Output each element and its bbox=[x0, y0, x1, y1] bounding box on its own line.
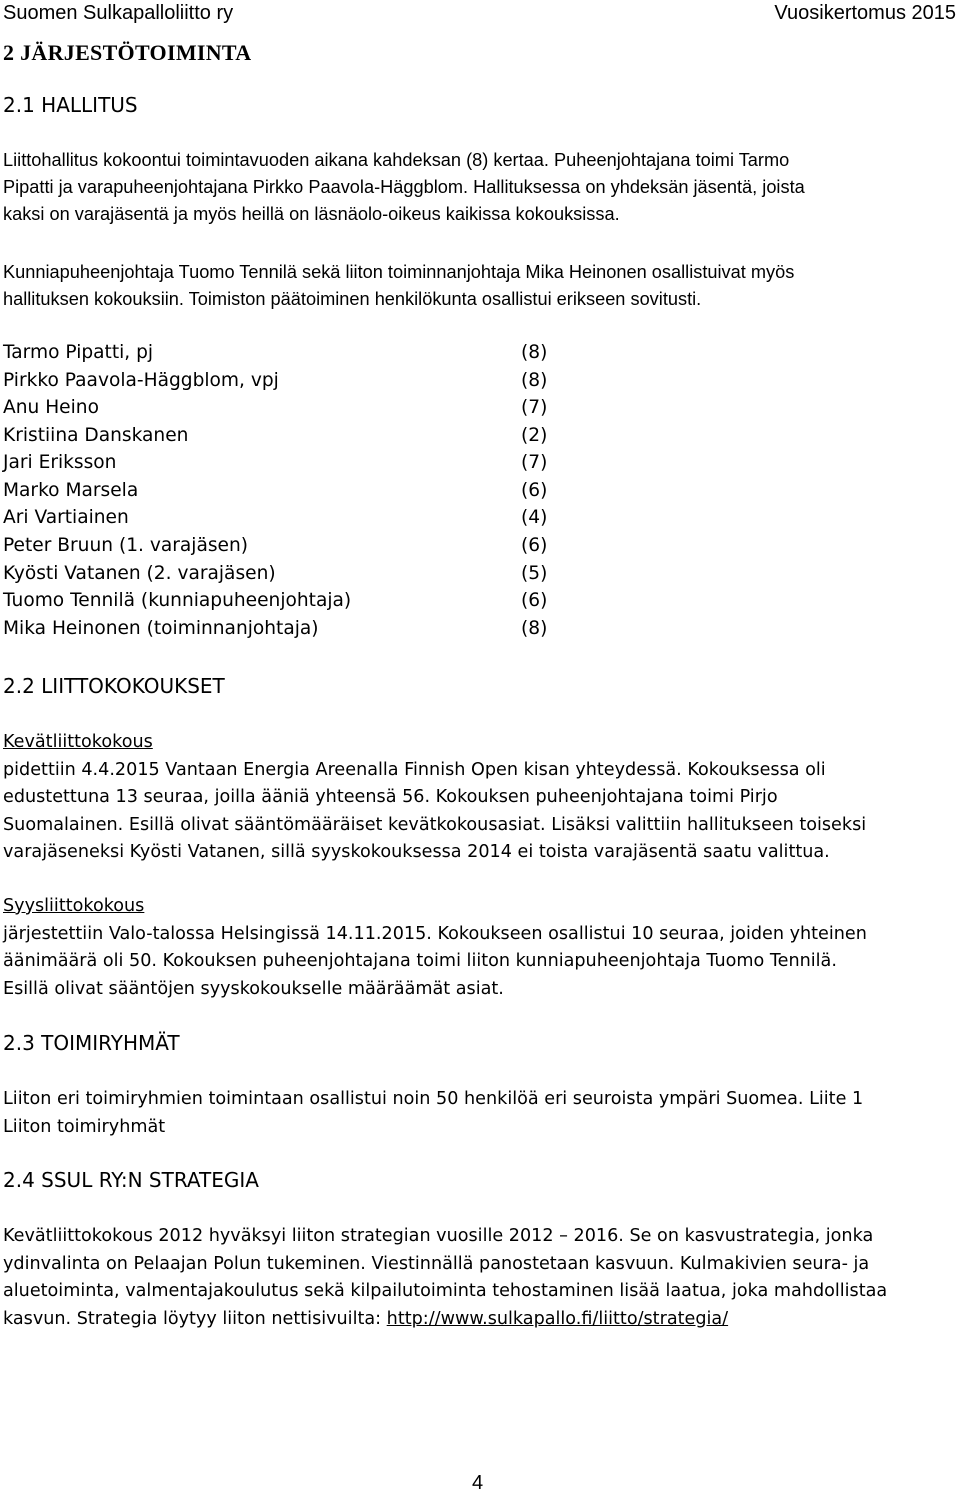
member-row bbox=[3, 452, 548, 473]
spring-meeting-block bbox=[3, 729, 866, 867]
paragraph-strategia bbox=[3, 1223, 887, 1333]
text-line: Kevätliittokokous 2012 hyväksyi liiton strategian vuosille 2012 – 2016. Se on kasvustrategia, jonka bbox=[3, 1226, 874, 1246]
meeting-count: (7) bbox=[521, 397, 548, 418]
text-line: kaksi on varajäsentä ja myös heillä on läsnäolo-oikeus kaikissa kokouksissa. bbox=[3, 204, 620, 224]
text-line: Liiton eri toimiryhmien toimintaan osallistui noin 50 henkilöä eri seuroista ympäri Suomea. Liite 1 bbox=[3, 1089, 864, 1109]
member-row bbox=[3, 563, 548, 584]
member-name: Peter Bruun (1. varajäsen) bbox=[3, 535, 249, 556]
text-line: Suomalainen. Esillä olivat sääntömääräiset kevätkokousasiat. Lisäksi valittiin hallitukseen toiseksi bbox=[3, 814, 867, 835]
paragraph-hallitus-1 bbox=[3, 147, 805, 228]
member-name: Mika Heinonen (toiminnanjohtaja) bbox=[3, 618, 319, 639]
section-heading-liittokokoukset: 2.2 LIITTOKOKOUKSET bbox=[3, 674, 225, 698]
meeting-count: (2) bbox=[521, 425, 548, 446]
meeting-count: (6) bbox=[521, 480, 548, 501]
member-name: Tuomo Tennilä (kunniapuheenjohtaja) bbox=[3, 590, 352, 611]
text-line: edustettuna 13 seuraa, joilla ääniä yhteensä 56. Kokouksen puheenjohtajana toimi Pirjo bbox=[3, 787, 778, 807]
member-name: Tarmo Pipatti, pj bbox=[3, 342, 154, 363]
member-row bbox=[3, 507, 548, 528]
paragraph-toimiryhmat bbox=[3, 1086, 863, 1141]
paragraph-hallitus-2 bbox=[3, 259, 794, 313]
member-name: Ari Vartiainen bbox=[3, 507, 129, 528]
member-row bbox=[3, 480, 548, 501]
header-report: Vuosikertomus 2015 bbox=[774, 2, 956, 24]
member-name: Jari Eriksson bbox=[3, 452, 117, 473]
text-line: äänimäärä oli 50. Kokouksen puheenjohtajana toimi liiton kunniapuheenjohtaja Tuomo Tennilä. bbox=[3, 951, 837, 971]
spring-meeting-title: Kevätliittokokous bbox=[3, 732, 153, 752]
member-row bbox=[3, 618, 548, 639]
autumn-meeting-block bbox=[3, 893, 867, 1003]
text-line: Liiton toimiryhmät bbox=[3, 1116, 166, 1137]
section-heading-strategia: 2.4 SSUL RY:N STRATEGIA bbox=[3, 1168, 259, 1192]
text-line: Liittohallitus kokoontui toimintavuoden aikana kahdeksan (8) kertaa. Puheenjohtajana toimi Tarmo bbox=[3, 150, 790, 170]
member-row bbox=[3, 535, 548, 556]
header-org: Suomen Sulkapalloliitto ry bbox=[3, 2, 234, 24]
text-line-with-link bbox=[3, 1306, 887, 1334]
meeting-count: (8) bbox=[521, 342, 548, 363]
meeting-count: (8) bbox=[521, 370, 548, 391]
text-line: ydinvalinta on Pelaajan Polun tukeminen. Viestinnällä panostetaan kasvuun. Kulmakivien seura- ja bbox=[3, 1253, 870, 1274]
member-name: Pirkko Paavola-Häggblom, vpj bbox=[3, 370, 279, 391]
text-line: Pipatti ja varapuheenjohtajana Pirkko Paavola-Häggblom. Hallituksessa on yhdeksän jäsentä, joista bbox=[3, 177, 805, 197]
meeting-count: (6) bbox=[521, 590, 548, 611]
member-row bbox=[3, 342, 548, 363]
text-line: varajäseneksi Kyösti Vatanen, sillä syyskokouksessa 2014 ei toista varajäsentä saatu valittua. bbox=[3, 842, 830, 862]
member-row bbox=[3, 590, 548, 611]
page-number: 4 bbox=[472, 1472, 484, 1494]
chapter-title: 2 JÄRJESTÖTOIMINTA bbox=[3, 40, 252, 65]
meeting-count: (6) bbox=[521, 535, 548, 556]
member-row bbox=[3, 397, 548, 418]
section-heading-hallitus: 2.1 HALLITUS bbox=[3, 93, 138, 117]
text-line: pidettiin 4.4.2015 Vantaan Energia Areenalla Finnish Open kisan yhteydessä. Kokouksessa oli bbox=[3, 759, 826, 780]
meeting-count: (8) bbox=[521, 618, 548, 639]
member-name: Kyösti Vatanen (2. varajäsen) bbox=[3, 563, 276, 584]
meeting-count: (7) bbox=[521, 452, 548, 473]
text-line: hallituksen kokouksiin. Toimiston päätoiminen henkilökunta osallistui erikseen sovitusti. bbox=[3, 289, 702, 309]
text-line: Esillä olivat sääntöjen syyskokoukselle määräämät asiat. bbox=[3, 978, 504, 999]
strategy-link[interactable]: http://www.sulkapallo.fi/liitto/strategia/ bbox=[386, 1308, 729, 1329]
section-heading-toimiryhmat: 2.3 TOIMIRYHMÄT bbox=[3, 1031, 180, 1055]
autumn-meeting-title: Syysliittokokous bbox=[3, 896, 145, 916]
text-line: kasvun. Strategia löytyy liiton nettisivuilta: bbox=[3, 1308, 387, 1329]
member-name: Kristiina Danskanen bbox=[3, 425, 189, 446]
text-line: Kunniapuheenjohtaja Tuomo Tennilä sekä liiton toiminnanjohtaja Mika Heinonen osallistuivat myös bbox=[3, 262, 795, 282]
member-name: Anu Heino bbox=[3, 397, 99, 418]
text-line: järjestettiin Valo-talossa Helsingissä 14.11.2015. Kokoukseen osallistui 10 seuraa, joiden yhteinen bbox=[3, 923, 867, 944]
member-row bbox=[3, 370, 548, 391]
meeting-count: (4) bbox=[521, 507, 548, 528]
text-line: aluetoiminta, valmentajakoulutus sekä kilpailutoiminta tehostaminen lisää laatua, joka mahdollistaa bbox=[3, 1281, 888, 1301]
meeting-count: (5) bbox=[521, 563, 548, 584]
member-name: Marko Marsela bbox=[3, 480, 139, 501]
member-row bbox=[3, 425, 548, 446]
